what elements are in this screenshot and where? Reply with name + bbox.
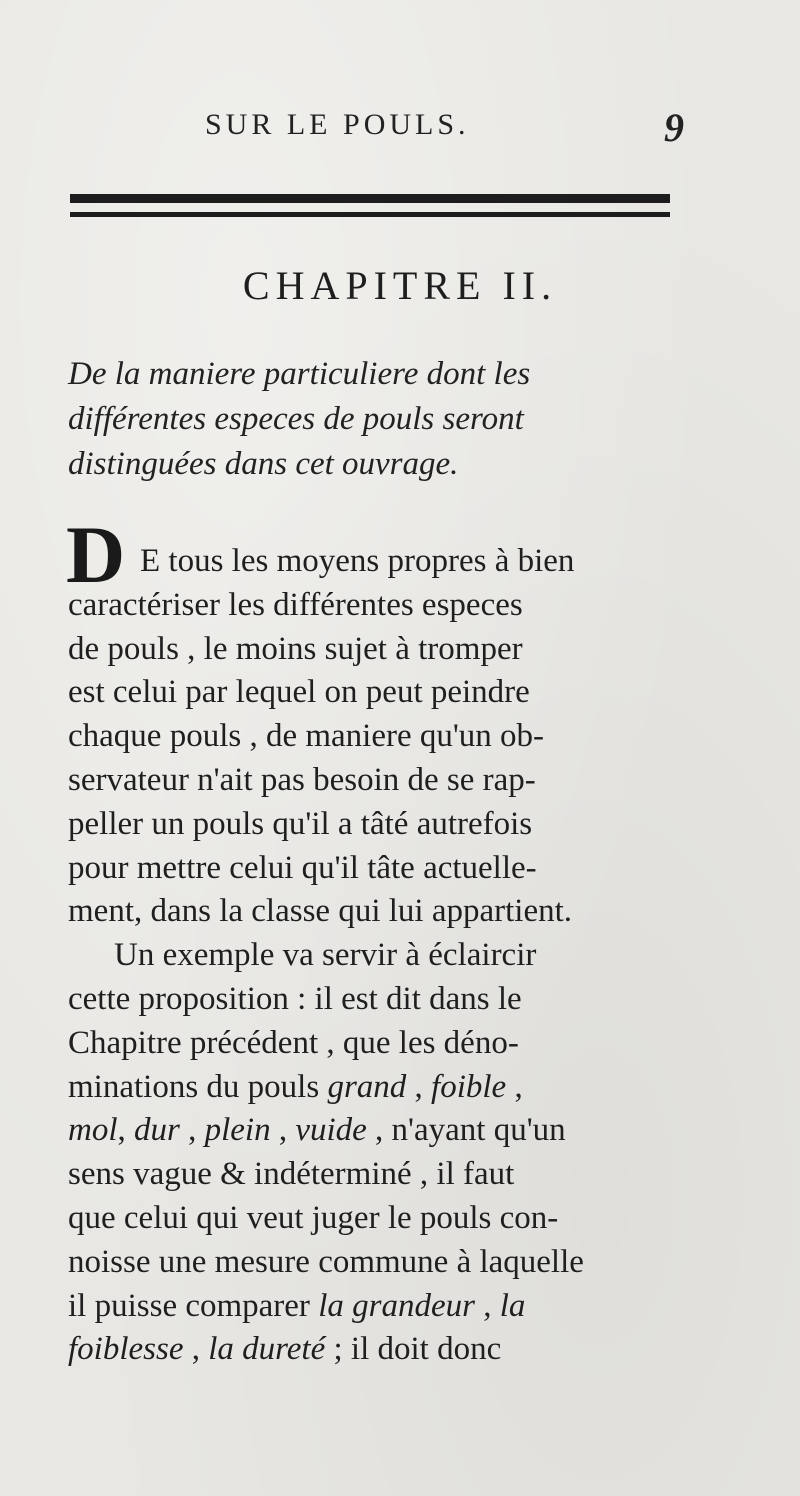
text-run: Chapitre précédent , que les déno- bbox=[68, 1024, 519, 1061]
text-run: de pouls , le moins sujet à tromper bbox=[68, 630, 523, 667]
italic-term: la dureté bbox=[208, 1331, 326, 1368]
text-run: , bbox=[270, 1112, 296, 1149]
text-line bbox=[68, 715, 690, 759]
page-number: 9 bbox=[664, 105, 684, 150]
text-line bbox=[68, 1153, 690, 1197]
text-run: il puisse comparer bbox=[68, 1287, 319, 1324]
subtitle-line: De la maniere particuliere dont les bbox=[68, 356, 531, 392]
text-run: sens vague & indéterminé , il faut bbox=[68, 1156, 515, 1193]
text-line bbox=[68, 1328, 690, 1372]
text-run: , bbox=[506, 1068, 523, 1105]
italic-term: foible bbox=[431, 1068, 507, 1105]
drop-cap: D bbox=[66, 509, 126, 600]
italic-term: la grandeur bbox=[318, 1287, 475, 1324]
italic-term: foiblesse bbox=[68, 1331, 184, 1368]
text-run: est celui par lequel on peut peindre bbox=[68, 674, 530, 711]
text-run: , bbox=[474, 1287, 500, 1324]
text-run: Un exemple va servir à éclaircir bbox=[114, 937, 537, 974]
text-run: , bbox=[117, 1112, 134, 1149]
text-run: ; il doit donc bbox=[325, 1331, 502, 1368]
text-run: noisse une mesure commune à laquelle bbox=[68, 1243, 584, 1280]
text-line bbox=[68, 1022, 690, 1066]
text-line bbox=[68, 890, 690, 934]
text-line bbox=[68, 803, 690, 847]
text-line bbox=[68, 1109, 690, 1153]
text-run: cette proposition : il est dit dans le bbox=[68, 980, 522, 1017]
text-run: que celui qui veut juger le pouls con- bbox=[68, 1199, 559, 1236]
text-run: chaque pouls , de maniere qu'un ob- bbox=[68, 718, 545, 755]
italic-term: mol bbox=[68, 1112, 118, 1149]
text-run: peller un pouls qu'il a tâté autrefois bbox=[68, 805, 533, 842]
header-rule-thick bbox=[70, 194, 670, 203]
text-line bbox=[68, 759, 690, 803]
text-run: minations du pouls bbox=[68, 1068, 328, 1105]
text-line bbox=[68, 628, 690, 672]
text-run: , n'ayant qu'un bbox=[366, 1112, 566, 1149]
text-line bbox=[68, 1241, 690, 1285]
text-run: , bbox=[406, 1068, 432, 1105]
header-rule-thin bbox=[70, 212, 670, 217]
text-run: caractériser les différentes especes bbox=[68, 586, 523, 623]
text-line bbox=[68, 671, 690, 715]
chapter-title: CHAPITRE II. bbox=[242, 263, 558, 308]
running-head: SUR LE POULS. bbox=[205, 108, 470, 141]
text-line bbox=[68, 1066, 690, 1110]
text-run: E tous les moyens propres à bien bbox=[140, 543, 575, 579]
text-run: pour mettre celui qu'il tâte actuelle- bbox=[68, 849, 537, 886]
chapter-subtitle bbox=[68, 352, 690, 487]
text-run: ment, dans la classe qui lui appartient. bbox=[68, 893, 573, 930]
text-run: , bbox=[183, 1331, 209, 1368]
italic-term: vuide bbox=[295, 1112, 367, 1149]
text-line bbox=[68, 540, 690, 584]
italic-term: la bbox=[499, 1287, 526, 1324]
text-line bbox=[68, 584, 690, 628]
subtitle-line: distinguées dans cet ouvrage. bbox=[68, 446, 459, 482]
body-text bbox=[68, 540, 690, 1372]
italic-term: plein bbox=[204, 1112, 271, 1149]
text-line bbox=[68, 1197, 690, 1241]
italic-term: grand bbox=[327, 1068, 407, 1105]
text-line bbox=[68, 978, 690, 1022]
text-run: servateur n'ait pas besoin de se rap- bbox=[68, 761, 536, 798]
text-line bbox=[68, 847, 690, 891]
text-line bbox=[68, 934, 690, 978]
subtitle-line: différentes especes de pouls seront bbox=[68, 401, 524, 437]
italic-term: dur bbox=[134, 1112, 180, 1149]
text-run: , bbox=[179, 1112, 205, 1149]
text-line bbox=[68, 1285, 690, 1329]
